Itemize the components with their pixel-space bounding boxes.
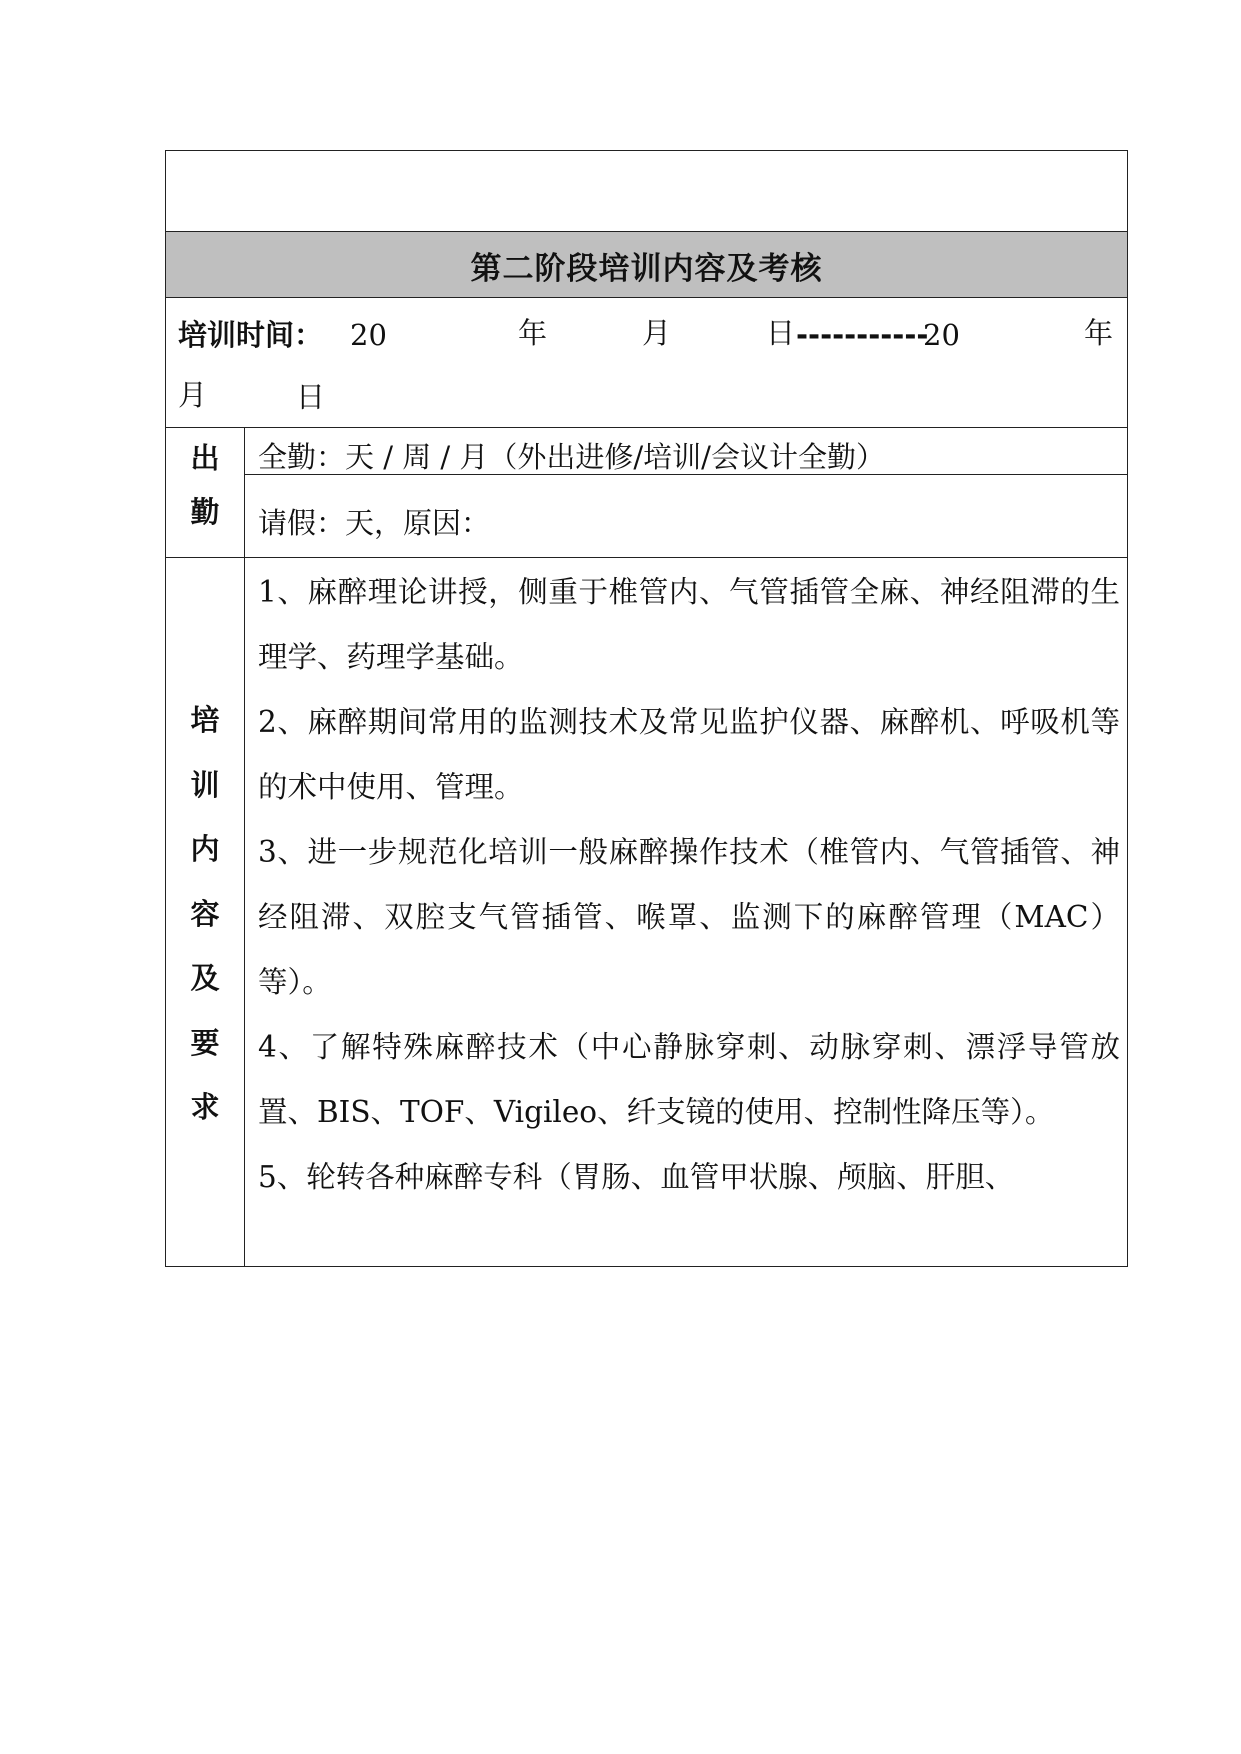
attendance-label-char: 勤 — [190, 495, 220, 529]
content-item: 5、轮转各种麻醉专科（胃肠、血管甲状腺、颅脑、肝胆、 — [258, 1160, 1015, 1194]
attendance-label-char: 出 — [190, 441, 220, 475]
content-list — [258, 560, 1120, 1210]
end-year-unit: 年 — [1084, 316, 1114, 350]
end-year-prefix: 20 — [923, 318, 960, 352]
training-time-label: 培训时间： — [178, 318, 324, 352]
content-label-char: 训 — [190, 767, 220, 802]
start-month-unit: 月 — [642, 316, 672, 350]
content-item: 2、麻醉期间常用的监测技术及常见监护仪器、麻醉机、呼吸机等的术中使用、管理。 — [258, 705, 1120, 804]
content-item: 3、进一步规范化培训一般麻醉操作技术（椎管内、气管插管、神经阻滞、双腔支气管插管、喉罩、监测下的麻醉管理（MAC）等）。 — [258, 835, 1120, 999]
content-item: 4、了解特殊麻醉技术（中心静脉穿刺、动脉穿刺、漂浮导管放置、BIS、TOF、Vigileo、纤支镜的使用、控制性降压等）。 — [258, 1030, 1120, 1129]
content-label-char: 内 — [190, 832, 220, 866]
date-separator: ----------- — [796, 318, 929, 352]
attendance-label — [185, 426, 225, 544]
content-item: 1、麻醉理论讲授，侧重于椎管内、气管插管全麻、神经阻滞的生理学、药理学基础。 — [258, 575, 1120, 674]
end-day-unit: 日 — [296, 380, 326, 414]
content-label-char: 及 — [190, 961, 220, 995]
label-column-divider — [244, 427, 245, 1266]
row-divider — [166, 557, 1127, 558]
content-label-char: 要 — [190, 1025, 220, 1060]
content-label-char: 容 — [190, 896, 220, 931]
content-label-char: 培 — [190, 703, 220, 737]
start-year-unit: 年 — [518, 316, 548, 350]
row-divider — [166, 297, 1127, 298]
training-form-table — [165, 150, 1128, 1267]
start-year-prefix: 20 — [350, 318, 387, 352]
content-label — [185, 688, 225, 1140]
content-label-char: 求 — [190, 1090, 220, 1124]
section-title: 第二阶段培训内容及考核 — [470, 250, 823, 287]
section-header — [166, 232, 1127, 298]
start-day-unit: 日 — [766, 316, 796, 350]
full-attendance-text: 全勤：天 / 周 / 月（外出进修/培训/会议计全勤） — [258, 440, 885, 473]
row-divider — [244, 474, 1127, 475]
end-month-unit: 月 — [178, 378, 208, 412]
leave-text: 请假：天，原因： — [258, 506, 491, 540]
